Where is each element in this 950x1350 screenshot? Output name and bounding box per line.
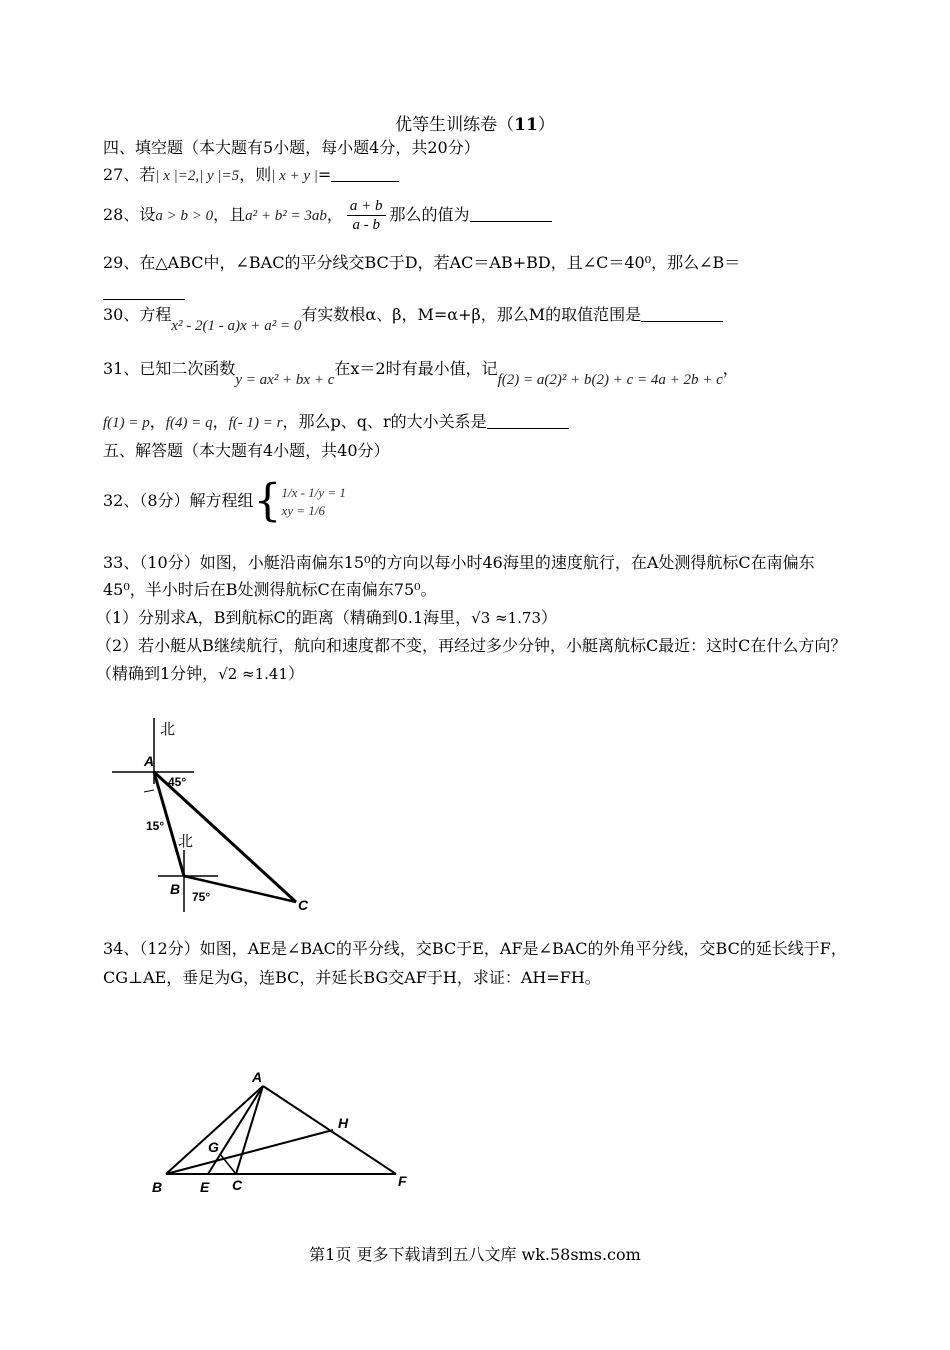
angle-15-arrow xyxy=(144,790,154,792)
point-c-label: C xyxy=(298,897,309,913)
question-31-line-2: f(1) = p，f(4) = q，f(- 1) = r，那么p、q、r的大小关系是 xyxy=(103,411,569,434)
left-brace: { xyxy=(253,475,282,527)
answer-blank[interactable] xyxy=(470,205,552,222)
point-b-label: B xyxy=(152,1179,163,1195)
angle-45-label: 45° xyxy=(168,775,187,789)
answer-blank[interactable] xyxy=(103,283,185,300)
page-title: 优等生训练卷（11） xyxy=(395,115,555,135)
question-29: 29、在△ABC中，∠BAC的平分线交BC于D，若AC＝AB+BD，且∠C＝40⁰，那么∠B＝ xyxy=(103,248,851,308)
equation-system: 1/x - 1/y = 1 xy = 1/6 xyxy=(281,484,346,518)
point-g-label: G xyxy=(208,1139,219,1155)
point-a-label: A xyxy=(252,1069,263,1085)
point-f-label: F xyxy=(398,1173,407,1189)
section-4-heading: 四、填空题（本大题有5小题，每小题4分，共20分） xyxy=(103,138,480,157)
answer-blank[interactable] xyxy=(487,412,569,429)
triangle-diagram xyxy=(140,1062,430,1202)
answer-blank[interactable] xyxy=(641,305,723,322)
point-e-label: E xyxy=(200,1179,210,1195)
north-label-a: 北 xyxy=(160,721,176,738)
question-31: 31、已知二次函数y = ax² + bx + c在x＝2时有最小值，记f(2) = a(2)² + b(2) + c = 4a + 2b + c， xyxy=(103,359,739,388)
north-label-b: 北 xyxy=(178,833,194,850)
question-33-part-1: （1）分别求A，B到航标C的距离（精确到0.1海里，√3 ≈1.73） xyxy=(96,608,558,627)
question-30: 30、方程x² - 2(1 - a)x + a² = 0有实数根α、β，M=α+β，那么M的取值范围是 xyxy=(103,303,723,328)
navigation-diagram xyxy=(100,712,330,922)
question-34: 34、（12分）如图，AE是∠BAC的平分线，交BC于E，AF是∠BAC的外角平分线，交BC的延长线于F，CG⊥AE，垂足为G，连BC，并延长BG交AF于H，求证：AH=FH。 xyxy=(103,939,847,987)
angle-75-label: 75° xyxy=(192,890,211,904)
question-27: 27、若| x |=2,| y |=5，则| x + y |= xyxy=(103,164,399,187)
point-h-label: H xyxy=(338,1115,349,1131)
question-32: 32、（8分）解方程组{1/x - 1/y = 1 xy = 1/6 xyxy=(103,475,346,527)
point-a-label: A xyxy=(144,753,155,769)
question-33-part-2: （2）若小艇从B继续航行，航向和速度都不变，再经过多少分钟，小艇离航标C最近：这时C在什么方向？（精确到1分钟，√2 ≈1.41） xyxy=(96,636,847,683)
point-b-label: B xyxy=(170,881,181,897)
fraction: $\frac{a + b}{a - b}$ xyxy=(347,197,386,234)
question-28: 28、设a > b > 0，且a² + b² = 3ab， $\frac{a + b}{a - b}$ 那么的值为 xyxy=(103,195,552,236)
point-c-label: C xyxy=(232,1177,243,1193)
page-footer: 第1页 更多下载请到五八文库 wk.58sms.com xyxy=(309,1245,641,1264)
section-5-heading: 五、解答题（本大题有4小题，共40分） xyxy=(103,441,390,460)
answer-blank[interactable] xyxy=(331,165,399,182)
question-33: 33、（10分）如图，小艇沿南偏东15⁰的方向以每小时46海里的速度航行，在A处测得航标C在南偏东45⁰，半小时后在B处测得航标C在南偏东75⁰。 xyxy=(103,553,815,599)
angle-15-label: 15° xyxy=(146,819,165,833)
